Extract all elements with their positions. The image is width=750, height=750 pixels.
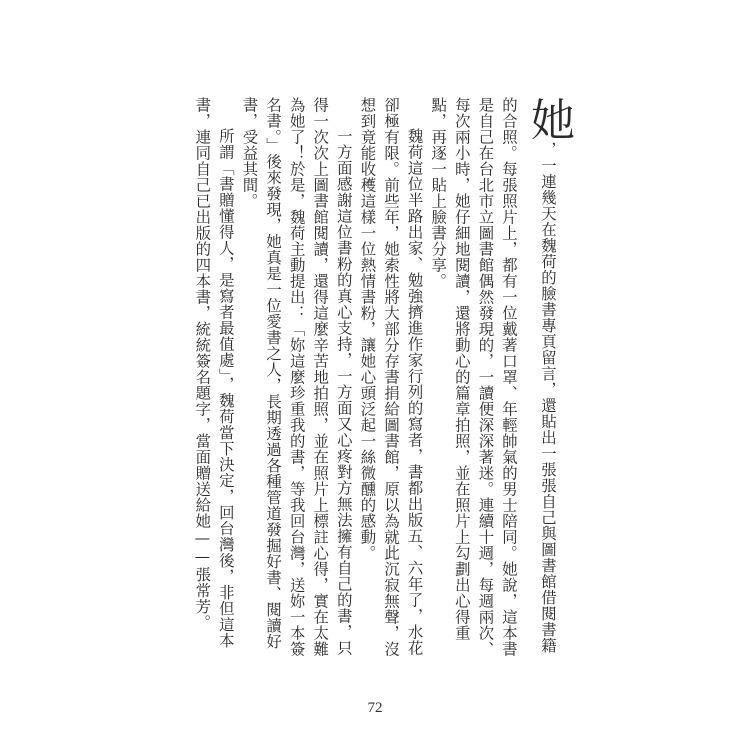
vertical-body-text xyxy=(190,97,574,657)
paragraph-2: 魏荷這位半路出家、勉強擠進作家行列的寫者，書都出版五、六年了，水花卻極有限。前些年，她索性將大部分存書捐給圖書館，原以為就此沉寂無聲，沒想到竟能收穫這樣一位熱情書粉，讓她心頭泛起一絲微醺的感動。 xyxy=(358,97,424,657)
drop-cap: 她 xyxy=(523,97,574,142)
paragraph-4: 所謂「書贈懂得人，是寫者最值處」，魏荷當下決定，回台灣後，非但這本書，連同自己已出版的四本書，統統簽名題字，當面贈送給她——張常芳。 xyxy=(193,97,235,649)
paragraph-1 xyxy=(426,97,574,657)
page-number: 72 xyxy=(367,700,383,716)
paragraph-3: 一方面感謝這位書粉的真心支持，一方面又心疼對方無法擁有自己的書，只得一次次上圖書館閱讀，還得這麼辛苦地拍照，並在照片上標註心得，實在太難為她了！於是，魏荷主動提出：「妳這麼珍重我的書，等我回台灣，送妳一本簽名書。」後來發現，她真是一位愛書之人，長期透過各種管道發掘好書、閱讀好書，受益其間。 xyxy=(240,97,353,657)
paragraph-1-text: ，一連幾天在魏荷的臉書專頁留言，還貼出一張張自己與圖書館借閱書籍的合照。每張照片上，都有一位戴著口罩、年輕帥氣的男士陪同。她說，這本書是自己在台北市立圖書館偶然發現的，一讀便深深著迷。連續十週，每週兩次、每次兩小時，她仔細地閱讀，還將動心的篇章拍照，並在照片上勾劃出心得重點，再逐一貼上臉書分享。 xyxy=(429,97,557,657)
